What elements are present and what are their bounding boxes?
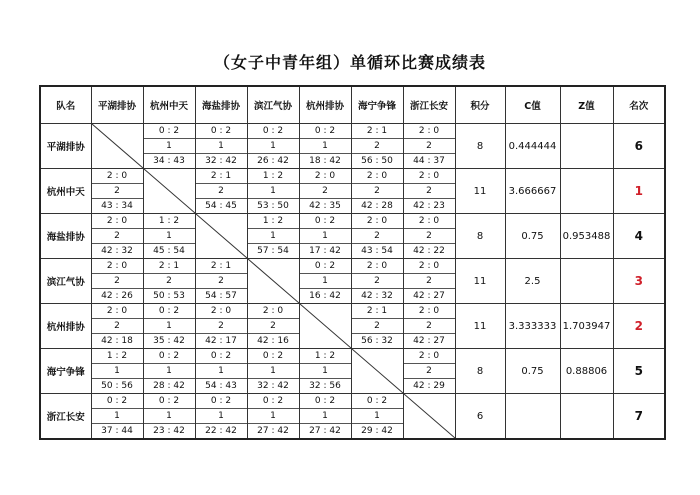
match-result	[300, 169, 351, 213]
match-ratio: 29 : 42	[352, 423, 403, 438]
match-pts: 1	[144, 408, 195, 423]
match-score: 1 : 2	[106, 350, 128, 361]
match-result-cell	[195, 124, 247, 169]
match-ratio: 42 : 27	[404, 288, 455, 303]
match-result	[92, 304, 143, 348]
match-result-cell	[195, 304, 247, 349]
match-score: 2 : 0	[418, 305, 440, 316]
match-score: 0 : 2	[158, 125, 180, 136]
match-result	[248, 214, 299, 258]
match-result	[196, 394, 247, 438]
z-value-cell: 1.703947	[560, 304, 613, 349]
z-value-cell: 0.88806	[560, 349, 613, 394]
match-pts: 2	[196, 273, 247, 288]
match-result	[196, 304, 247, 348]
diagonal-cell	[247, 259, 299, 304]
match-score: 0 : 2	[314, 260, 336, 271]
match-score: 2 : 0	[366, 260, 388, 271]
match-ratio: 43 : 34	[92, 198, 143, 213]
match-result-cell	[247, 304, 299, 349]
diagonal-line	[144, 169, 195, 213]
points-cell: 8	[455, 124, 505, 169]
match-result-cell	[247, 214, 299, 259]
c-value-cell: 3.333333	[505, 304, 560, 349]
match-ratio: 32 : 42	[248, 378, 299, 393]
match-ratio: 42 : 32	[92, 243, 143, 258]
match-pts: 2	[196, 318, 247, 333]
rank-cell: 4	[613, 214, 665, 259]
match-score: 0 : 2	[314, 125, 336, 136]
rank-cell: 1	[613, 169, 665, 214]
match-score: 2 : 1	[366, 305, 388, 316]
page-title: （女子中青年组）单循环比赛成绩表	[213, 53, 486, 72]
match-ratio: 34 : 43	[144, 153, 195, 168]
match-score: 0 : 2	[262, 350, 284, 361]
header-opponent: 海盐排协	[195, 86, 247, 124]
match-result	[248, 304, 299, 348]
match-result	[144, 349, 195, 393]
diagonal-line	[404, 394, 455, 438]
match-result	[404, 304, 455, 348]
match-result-cell	[247, 124, 299, 169]
rank-cell: 5	[613, 349, 665, 394]
match-ratio: 54 : 45	[196, 198, 247, 213]
match-result-cell	[91, 349, 143, 394]
header-z-value: Z值	[560, 86, 613, 124]
match-result-cell	[351, 259, 403, 304]
match-score: 2 : 0	[210, 305, 232, 316]
match-ratio: 22 : 42	[196, 423, 247, 438]
match-pts: 2	[92, 228, 143, 243]
match-pts: 2	[352, 228, 403, 243]
match-score: 0 : 2	[314, 215, 336, 226]
c-value-cell: 0.444444	[505, 124, 560, 169]
match-score: 1 : 2	[262, 170, 284, 181]
match-result	[404, 214, 455, 258]
match-result-cell	[247, 349, 299, 394]
match-score: 0 : 2	[158, 350, 180, 361]
match-result-cell	[351, 214, 403, 259]
match-pts: 2	[196, 183, 247, 198]
match-result	[300, 214, 351, 258]
match-ratio: 42 : 23	[404, 198, 455, 213]
points-cell: 8	[455, 349, 505, 394]
match-result-cell	[143, 304, 195, 349]
match-pts: 1	[144, 138, 195, 153]
header-opponent: 杭州排协	[299, 86, 351, 124]
header-c-value: C值	[505, 86, 560, 124]
c-value-cell: 0.75	[505, 349, 560, 394]
diagonal-cell	[143, 169, 195, 214]
match-ratio: 27 : 42	[300, 423, 351, 438]
match-score: 2 : 0	[366, 215, 388, 226]
match-pts: 2	[300, 183, 351, 198]
match-result	[92, 349, 143, 393]
match-score: 0 : 2	[158, 305, 180, 316]
match-result	[196, 124, 247, 168]
match-score: 0 : 2	[314, 395, 336, 406]
match-ratio: 23 : 42	[144, 423, 195, 438]
match-score: 2 : 0	[314, 170, 336, 181]
match-ratio: 32 : 56	[300, 378, 351, 393]
match-ratio: 50 : 56	[92, 378, 143, 393]
match-ratio: 56 : 32	[352, 333, 403, 348]
match-result-cell	[403, 124, 455, 169]
match-score: 1 : 2	[314, 350, 336, 361]
match-pts: 2	[404, 228, 455, 243]
match-result	[248, 394, 299, 438]
match-pts: 2	[92, 183, 143, 198]
team-name: 平湖排协	[40, 124, 91, 169]
table-row	[40, 124, 665, 169]
header-opponent: 平湖排协	[91, 86, 143, 124]
match-pts: 1	[300, 228, 351, 243]
match-result-cell	[403, 259, 455, 304]
match-ratio: 56 : 50	[352, 153, 403, 168]
match-score: 2 : 1	[210, 260, 232, 271]
match-score: 0 : 2	[262, 395, 284, 406]
match-ratio: 42 : 27	[404, 333, 455, 348]
match-ratio: 37 : 44	[92, 423, 143, 438]
match-score: 1 : 2	[158, 215, 180, 226]
match-result-cell	[351, 169, 403, 214]
diagonal-line	[196, 214, 247, 258]
diagonal-cell	[195, 214, 247, 259]
match-pts: 1	[352, 408, 403, 423]
match-pts: 1	[144, 363, 195, 378]
header-opponent: 浙江长安	[403, 86, 455, 124]
match-pts: 2	[352, 273, 403, 288]
match-result	[404, 124, 455, 168]
match-pts: 2	[144, 273, 195, 288]
table-body	[40, 124, 665, 440]
match-ratio: 32 : 42	[196, 153, 247, 168]
team-name: 杭州排协	[40, 304, 91, 349]
match-result	[352, 259, 403, 303]
team-name: 浙江长安	[40, 394, 91, 440]
match-ratio: 28 : 42	[144, 378, 195, 393]
z-value-cell	[560, 169, 613, 214]
points-cell: 6	[455, 394, 505, 440]
match-result-cell	[299, 259, 351, 304]
match-result-cell	[351, 124, 403, 169]
table-row	[40, 394, 665, 440]
match-score: 2 : 1	[366, 125, 388, 136]
table-row	[40, 259, 665, 304]
match-result	[352, 394, 403, 438]
match-score: 2 : 1	[158, 260, 180, 271]
table-row	[40, 304, 665, 349]
match-score: 1 : 2	[262, 215, 284, 226]
diagonal-cell	[91, 124, 143, 169]
match-result-cell	[195, 394, 247, 440]
match-ratio: 27 : 42	[248, 423, 299, 438]
match-result-cell	[91, 304, 143, 349]
match-pts: 2	[352, 318, 403, 333]
header-points: 积分	[455, 86, 505, 124]
match-score: 2 : 0	[418, 350, 440, 361]
match-result	[352, 169, 403, 213]
header-rank: 名次	[613, 86, 665, 124]
match-result-cell	[299, 394, 351, 440]
match-score: 2 : 1	[210, 170, 232, 181]
header-team: 队名	[40, 86, 91, 124]
header-row	[40, 86, 665, 124]
match-score: 0 : 2	[210, 125, 232, 136]
match-result-cell	[299, 169, 351, 214]
match-result-cell	[91, 259, 143, 304]
match-pts: 2	[92, 318, 143, 333]
match-result	[404, 169, 455, 213]
match-ratio: 42 : 32	[352, 288, 403, 303]
match-score: 2 : 0	[418, 260, 440, 271]
match-result-cell	[403, 304, 455, 349]
match-pts: 1	[248, 408, 299, 423]
diagonal-cell	[403, 394, 455, 440]
diagonal-line	[352, 349, 403, 393]
match-ratio: 44 : 37	[404, 153, 455, 168]
match-ratio: 26 : 42	[248, 153, 299, 168]
match-ratio: 42 : 18	[92, 333, 143, 348]
match-result	[92, 169, 143, 213]
c-value-cell: 3.666667	[505, 169, 560, 214]
match-result	[196, 169, 247, 213]
match-ratio: 42 : 16	[248, 333, 299, 348]
rank-cell: 7	[613, 394, 665, 440]
match-ratio: 54 : 43	[196, 378, 247, 393]
match-pts: 1	[196, 408, 247, 423]
match-ratio: 50 : 53	[144, 288, 195, 303]
match-result	[248, 124, 299, 168]
match-ratio: 42 : 17	[196, 333, 247, 348]
match-score: 0 : 2	[366, 395, 388, 406]
match-result-cell	[195, 259, 247, 304]
c-value-cell	[505, 394, 560, 440]
match-score: 0 : 2	[210, 350, 232, 361]
c-value-cell: 0.75	[505, 214, 560, 259]
match-result-cell	[91, 394, 143, 440]
match-result-cell	[299, 124, 351, 169]
table-row	[40, 214, 665, 259]
match-result	[144, 394, 195, 438]
match-pts: 2	[352, 138, 403, 153]
match-pts: 1	[196, 138, 247, 153]
match-result-cell	[143, 394, 195, 440]
match-result-cell	[403, 214, 455, 259]
match-score: 0 : 2	[262, 125, 284, 136]
points-cell: 11	[455, 259, 505, 304]
match-pts: 1	[300, 273, 351, 288]
match-result-cell	[143, 349, 195, 394]
match-pts: 2	[404, 138, 455, 153]
match-pts: 1	[300, 138, 351, 153]
match-result-cell	[195, 169, 247, 214]
match-ratio: 18 : 42	[300, 153, 351, 168]
match-ratio: 42 : 22	[404, 243, 455, 258]
match-result	[92, 214, 143, 258]
diagonal-cell	[299, 304, 351, 349]
diagonal-line	[92, 124, 143, 168]
match-result	[196, 259, 247, 303]
match-score: 2 : 0	[418, 125, 440, 136]
match-score: 2 : 0	[366, 170, 388, 181]
match-pts: 1	[196, 363, 247, 378]
match-result-cell	[143, 214, 195, 259]
points-cell: 11	[455, 304, 505, 349]
match-pts: 1	[300, 408, 351, 423]
match-pts: 2	[404, 318, 455, 333]
match-ratio: 42 : 35	[300, 198, 351, 213]
table-row	[40, 169, 665, 214]
match-result-cell	[91, 214, 143, 259]
match-result	[352, 214, 403, 258]
match-pts: 2	[248, 318, 299, 333]
match-score: 0 : 2	[210, 395, 232, 406]
match-result-cell	[247, 394, 299, 440]
match-result	[300, 394, 351, 438]
results-table	[39, 85, 666, 440]
match-pts: 2	[92, 273, 143, 288]
match-ratio: 17 : 42	[300, 243, 351, 258]
header-opponent: 杭州中天	[143, 86, 195, 124]
points-cell: 11	[455, 169, 505, 214]
match-result	[300, 349, 351, 393]
match-pts: 2	[404, 183, 455, 198]
match-result	[196, 349, 247, 393]
match-result	[300, 124, 351, 168]
match-score: 0 : 2	[158, 395, 180, 406]
match-ratio: 53 : 50	[248, 198, 299, 213]
match-result	[300, 259, 351, 303]
match-result	[352, 304, 403, 348]
z-value-cell	[560, 394, 613, 440]
match-result	[144, 259, 195, 303]
team-name: 滨江气协	[40, 259, 91, 304]
match-score: 2 : 0	[418, 215, 440, 226]
match-pts: 1	[300, 363, 351, 378]
points-cell: 8	[455, 214, 505, 259]
match-result-cell	[195, 349, 247, 394]
match-result-cell	[143, 124, 195, 169]
match-pts: 1	[248, 228, 299, 243]
match-ratio: 43 : 54	[352, 243, 403, 258]
match-result-cell	[403, 169, 455, 214]
match-ratio: 54 : 57	[196, 288, 247, 303]
match-result-cell	[403, 349, 455, 394]
match-score: 2 : 0	[106, 170, 128, 181]
diagonal-cell	[351, 349, 403, 394]
match-result-cell	[351, 394, 403, 440]
team-name: 海宁争锋	[40, 349, 91, 394]
match-pts: 2	[404, 273, 455, 288]
match-result-cell	[351, 304, 403, 349]
match-ratio: 16 : 42	[300, 288, 351, 303]
team-name: 杭州中天	[40, 169, 91, 214]
diagonal-line	[300, 304, 351, 348]
match-ratio: 42 : 26	[92, 288, 143, 303]
match-result-cell	[91, 169, 143, 214]
c-value-cell: 2.5	[505, 259, 560, 304]
match-score: 2 : 0	[262, 305, 284, 316]
match-ratio: 35 : 42	[144, 333, 195, 348]
table-row	[40, 349, 665, 394]
match-ratio: 45 : 54	[144, 243, 195, 258]
z-value-cell	[560, 124, 613, 169]
z-value-cell: 0.953488	[560, 214, 613, 259]
match-pts: 1	[92, 408, 143, 423]
diagonal-line	[248, 259, 299, 303]
match-score: 2 : 0	[106, 215, 128, 226]
match-result	[248, 349, 299, 393]
match-result-cell	[143, 259, 195, 304]
match-result-cell	[247, 169, 299, 214]
match-result	[404, 259, 455, 303]
match-result	[144, 214, 195, 258]
match-score: 2 : 0	[106, 260, 128, 271]
match-pts: 1	[248, 183, 299, 198]
match-pts: 1	[144, 318, 195, 333]
match-score: 2 : 0	[106, 305, 128, 316]
match-result	[248, 169, 299, 213]
match-pts: 1	[248, 138, 299, 153]
match-result	[144, 124, 195, 168]
match-ratio: 42 : 28	[352, 198, 403, 213]
header-opponent: 滨江气协	[247, 86, 299, 124]
rank-cell: 3	[613, 259, 665, 304]
match-result-cell	[299, 349, 351, 394]
match-result	[92, 259, 143, 303]
match-score: 2 : 0	[418, 170, 440, 181]
match-pts: 1	[248, 363, 299, 378]
header-opponent: 海宁争锋	[351, 86, 403, 124]
match-pts: 1	[92, 363, 143, 378]
match-ratio: 57 : 54	[248, 243, 299, 258]
match-ratio: 42 : 29	[404, 378, 455, 393]
match-result	[404, 349, 455, 393]
team-name: 海盐排协	[40, 214, 91, 259]
match-result-cell	[299, 214, 351, 259]
match-result	[352, 124, 403, 168]
rank-cell: 2	[613, 304, 665, 349]
match-pts: 2	[404, 363, 455, 378]
match-pts: 2	[352, 183, 403, 198]
rank-cell: 6	[613, 124, 665, 169]
match-pts: 1	[144, 228, 195, 243]
match-result	[144, 304, 195, 348]
match-result	[92, 394, 143, 438]
match-score: 0 : 2	[106, 395, 128, 406]
z-value-cell	[560, 259, 613, 304]
